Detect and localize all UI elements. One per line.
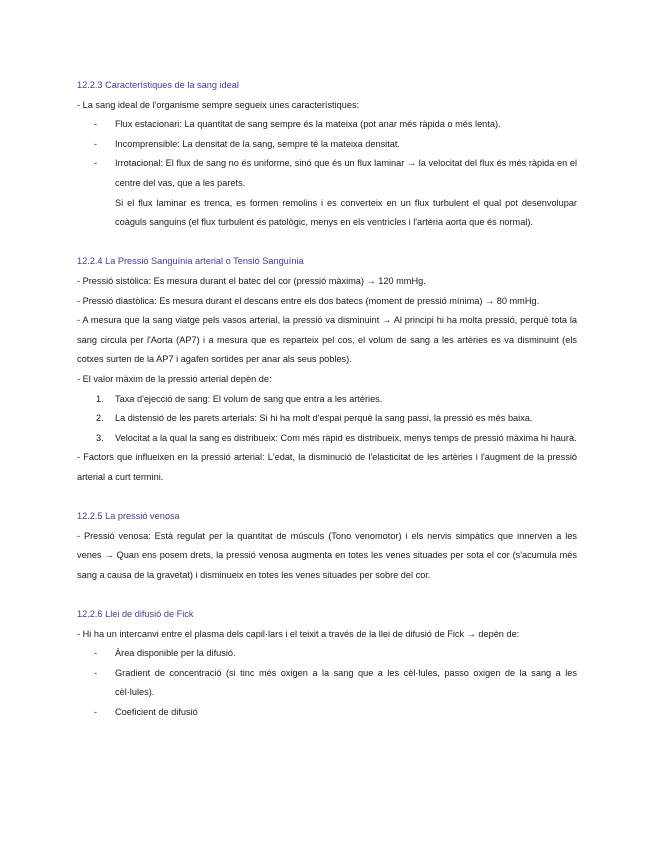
paragraph: - Pressió venosa: Està regulat per la quantitat de músculs (Tono venomotor) i els nervis simpàtics que innerven a les venes → Quan ens posem drets, la pressió venosa augmenta en totes les venes situades per sota el cor (s'acumula més sang a causa de la gravetat) i disminueix en totes les venes situades per sobre del cor. [77, 530, 577, 580]
list-item-text: Gradient de concentració (si tinc més oxigen a la sang que a les cèl·lules, passo oxigen de la sang a les cèl·lules). [115, 667, 577, 698]
list-item-continuation: Si el flux laminar es trenca, es formen remolins i es converteix en un flux turbulent el qual pot desenvolupar coàguls sanguins (el flux turbulent és patològic, menys en els ventricles i l'artèria aorta que és normal). [115, 197, 577, 228]
numbered-item-text: Velocitat a la qual la sang es distribueix: Com més ràpid es distribueix, menys temps de pressió màxima hi haurà. [115, 432, 577, 443]
bullet-marker: - [94, 119, 98, 130]
section-heading-ideal-blood: 12.2.3 Característiques de la sang ideal [77, 80, 239, 90]
paragraph: - Factors que influeixen en la pressió arterial: L'edat, la disminució de l'elasticitat de les artèries i l'augment de la pressió arterial a curt termini. [77, 452, 577, 482]
numbered-item [77, 390, 577, 410]
paragraph: - A mesura que la sang viatge pels vasos arterial, la pressió va disminuint → Al principi hi ha molta pressió, perquè tota la sang circula per l'Aorta (AP7) i a mesura que es reparteix pel cos, el volum de sang a les artèries es va disminuint (els cotxes surten de la AP7 i agafen sortides per anar als seus pobles). [77, 315, 577, 365]
bullet-marker: - [94, 158, 98, 169]
number-marker: 1. [96, 393, 104, 404]
section-heading-venous-pressure: 12.2.5 La pressió venosa [77, 511, 180, 522]
bullet-marker: - [94, 707, 98, 717]
list-item-text: Coeficient de difusió [115, 707, 198, 717]
list-item [77, 115, 577, 135]
section-heading-fick-law: 12.2.6 Llei de difusió de Fick [77, 609, 194, 620]
number-marker: 3. [96, 432, 104, 443]
number-marker: 2. [96, 413, 104, 424]
bullet-marker: - [94, 138, 98, 149]
list-item [77, 703, 577, 723]
paragraph: - Hi ha un intercanvi entre el plasma dels capil·lars i el teixit a través de la llei de difusió de Fick → depèn de: [77, 628, 520, 639]
bullet-marker: - [94, 667, 98, 678]
numbered-item-text: La distensió de les parets arterials: Si hi ha molt d'espai perquè la sang passi, la pressió es més baixa. [115, 413, 533, 424]
list-item-text: Irrotacional: El flux de sang no és uniforme, sinó que és un flux laminar → la velocitat del flux és més ràpida en el centre del vas, que a les parets. [115, 158, 577, 188]
bullet-marker: - [94, 648, 98, 659]
list-item-text: Incomprensible: La densitat de la sang, sempre té la mateixa densitat. [115, 138, 400, 149]
document-page [77, 76, 577, 723]
numbered-item [77, 409, 577, 429]
list-item [77, 135, 577, 155]
list-item [77, 664, 577, 703]
paragraph: - Pressió diastòlica: Es mesura durant el descans entre els dos batecs (moment de pressió mínima) → 80 mmHg. [77, 295, 540, 306]
numbered-item-text: Taxa d'ejecció de sang: El volum de sang que entra a les artèries. [115, 393, 383, 404]
list-item-text: Flux estacionari: La quantitat de sang sempre és la mateixa (pot anar més ràpida o més lenta). [115, 119, 501, 130]
list-item [77, 154, 577, 193]
list-item [77, 644, 577, 664]
numbered-item [77, 429, 577, 449]
list-item-text: Àrea disponible per la difusió. [115, 648, 236, 659]
paragraph: - Pressió sistòlica: Es mesura durant el batec del cor (pressió màxima) → 120 mmHg. [77, 275, 426, 286]
section-heading-arterial-pressure: 12.2.4 La Pressió Sanguínia arterial o Tensió Sanguínia [77, 256, 304, 267]
paragraph: - El valor màxim de la pressió arterial depèn de: [77, 373, 272, 384]
paragraph: - La sang ideal de l'organisme sempre segueix unes característiques: [77, 99, 360, 110]
